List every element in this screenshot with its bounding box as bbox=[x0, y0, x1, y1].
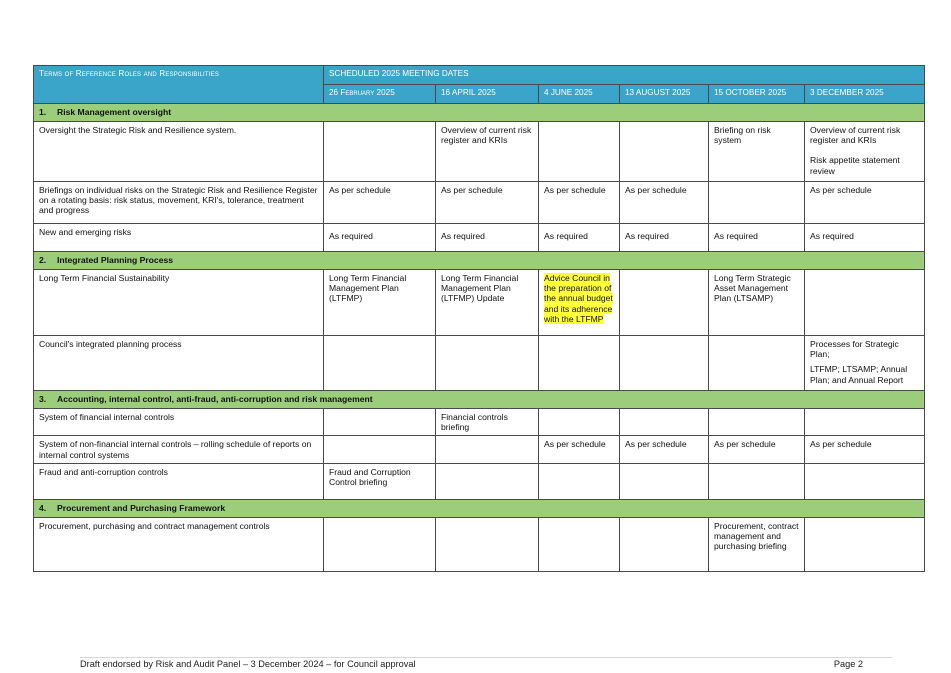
row-label: Fraud and anti-corruption controls bbox=[34, 463, 324, 499]
cell-text: Long Term Financial Management Plan (LTFMP) Update bbox=[441, 273, 519, 304]
schedule-cell bbox=[620, 409, 709, 436]
terms-of-reference-table bbox=[33, 65, 925, 572]
schedule-cell bbox=[620, 224, 709, 252]
schedule-cell bbox=[709, 409, 805, 436]
schedule-cell bbox=[805, 336, 925, 391]
schedule-cell bbox=[324, 517, 436, 571]
section-number: 1. bbox=[39, 107, 47, 117]
section-header-row bbox=[34, 252, 925, 270]
cell-text: As required bbox=[441, 231, 485, 241]
cell-text: As required bbox=[329, 231, 373, 241]
table-row bbox=[34, 224, 925, 252]
cell-text: As per schedule bbox=[544, 439, 606, 450]
schedule-cell bbox=[709, 517, 805, 571]
cell-text: As required bbox=[810, 231, 854, 241]
schedule-cell bbox=[709, 122, 805, 182]
section-header-row bbox=[34, 391, 925, 409]
schedule-cell bbox=[324, 436, 436, 463]
schedule-cell bbox=[436, 436, 539, 463]
schedule-cell bbox=[620, 517, 709, 571]
schedule-cell bbox=[436, 224, 539, 252]
row-label: Procurement, purchasing and contract management controls bbox=[34, 517, 324, 571]
cell-text: As per schedule bbox=[714, 439, 776, 450]
schedule-cell bbox=[324, 270, 436, 336]
cell-text: Briefing on risk system bbox=[714, 125, 771, 146]
section-number: 2. bbox=[39, 255, 47, 265]
date-header: 26 February 2025 bbox=[324, 85, 436, 104]
cell-text: As required bbox=[714, 231, 758, 241]
schedule-cell bbox=[436, 336, 539, 391]
schedule-cell bbox=[324, 224, 436, 252]
table-row bbox=[34, 517, 925, 571]
schedule-cell bbox=[620, 122, 709, 182]
schedule-cell bbox=[805, 122, 925, 182]
schedule-cell bbox=[539, 182, 620, 224]
cell-text: Fraud and Corruption Control briefing bbox=[329, 466, 411, 488]
table-row bbox=[34, 182, 925, 224]
table-row bbox=[34, 409, 925, 436]
cell-text: Long Term Financial Management Plan (LTFMP) bbox=[329, 273, 407, 304]
schedule-cell bbox=[805, 463, 925, 499]
row-label: New and emerging risks bbox=[34, 224, 324, 252]
schedule-cell bbox=[539, 463, 620, 499]
schedule-cell bbox=[539, 122, 620, 182]
section-number: 4. bbox=[39, 502, 47, 513]
cell-text: As per schedule bbox=[810, 185, 872, 195]
row-label: Long Term Financial Sustainability bbox=[34, 270, 324, 336]
cell-text: LTFMP; LTSAMP; Annual Plan; and Annual Report bbox=[810, 364, 908, 385]
schedule-cell bbox=[539, 270, 620, 336]
schedule-cell bbox=[436, 122, 539, 182]
section-title-cell bbox=[34, 252, 925, 270]
schedule-cell bbox=[324, 182, 436, 224]
table-row bbox=[34, 436, 925, 463]
cell-text: Risk appetite statement review bbox=[810, 155, 900, 176]
footer-divider bbox=[80, 657, 892, 658]
schedule-cell bbox=[539, 409, 620, 436]
scheduled-header: SCHEDULED 2025 MEETING DATES bbox=[324, 66, 925, 85]
table-row bbox=[34, 463, 925, 499]
cell-text: As per schedule bbox=[810, 439, 872, 450]
cell-text: Overview of current risk register and KRIs bbox=[810, 125, 901, 146]
row-label: Oversight the Strategic Risk and Resilience system. bbox=[34, 122, 324, 182]
schedule-cell bbox=[805, 409, 925, 436]
cell-text: Overview of current risk register and KRIs bbox=[441, 125, 532, 146]
terms-header: Terms of Reference Roles and Responsibilities bbox=[34, 66, 324, 104]
table-row bbox=[34, 122, 925, 182]
schedule-cell bbox=[805, 436, 925, 463]
schedule-cell bbox=[709, 224, 805, 252]
schedule-cell bbox=[620, 463, 709, 499]
date-header: 15 OCTOBER 2025 bbox=[709, 85, 805, 104]
schedule-cell bbox=[709, 182, 805, 224]
section-title: Risk Management oversight bbox=[57, 107, 172, 117]
schedule-cell bbox=[324, 409, 436, 436]
cell-text: As required bbox=[625, 231, 669, 241]
schedule-cell bbox=[709, 463, 805, 499]
schedule-cell bbox=[805, 270, 925, 336]
section-header-row bbox=[34, 499, 925, 517]
row-label: Council's integrated planning process bbox=[34, 336, 324, 391]
section-title: Procurement and Purchasing Framework bbox=[57, 502, 226, 513]
cell-text: Procurement, contract management and purchasing briefing bbox=[714, 520, 799, 552]
schedule-cell bbox=[709, 336, 805, 391]
schedule-cell bbox=[539, 436, 620, 463]
schedule-cell bbox=[436, 463, 539, 499]
cell-text: Processes for Strategic Plan; bbox=[810, 339, 899, 360]
table-row bbox=[34, 336, 925, 391]
schedule-cell bbox=[620, 336, 709, 391]
schedule-cell bbox=[324, 463, 436, 499]
section-title: Accounting, internal control, anti-fraud, anti-corruption and risk management bbox=[57, 394, 373, 404]
date-header: 3 DECEMBER 2025 bbox=[805, 85, 925, 104]
schedule-cell bbox=[805, 517, 925, 571]
highlighted-text: Advice Council in the preparation of the annual budget and its adherence with the LTFMP bbox=[544, 273, 613, 324]
schedule-cell bbox=[436, 409, 539, 436]
schedule-cell bbox=[539, 224, 620, 252]
schedule-cell bbox=[436, 270, 539, 336]
schedule-cell bbox=[324, 336, 436, 391]
schedule-cell bbox=[620, 270, 709, 336]
table-row bbox=[34, 270, 925, 336]
row-label: Briefings on individual risks on the Strategic Risk and Resilience Register on a rotating basis: risk status, movement, KRI's, tolerance, treatment and progress bbox=[34, 182, 324, 224]
cell-text: As per schedule bbox=[329, 185, 391, 195]
schedule-cell bbox=[805, 182, 925, 224]
section-title-cell bbox=[34, 104, 925, 122]
footer-text: Draft endorsed by Risk and Audit Panel – 3 December 2024 – for Council approval bbox=[80, 659, 416, 669]
schedule-cell bbox=[324, 122, 436, 182]
row-label: System of financial internal controls bbox=[34, 409, 324, 436]
schedule-cell bbox=[709, 436, 805, 463]
cell-text: As required bbox=[544, 231, 588, 241]
section-number: 3. bbox=[39, 394, 47, 404]
schedule-cell bbox=[539, 517, 620, 571]
cell-text: As per schedule bbox=[544, 185, 606, 195]
section-header-row bbox=[34, 104, 925, 122]
page-number: Page 2 bbox=[833, 659, 863, 669]
date-header: 13 AUGUST 2025 bbox=[620, 85, 709, 104]
date-header: 16 APRIL 2025 bbox=[436, 85, 539, 104]
schedule-cell bbox=[709, 270, 805, 336]
section-title: Integrated Planning Process bbox=[57, 255, 174, 265]
schedule-cell bbox=[539, 336, 620, 391]
schedule-cell bbox=[805, 224, 925, 252]
section-title-cell bbox=[34, 499, 925, 517]
row-label: System of non-financial internal controls – rolling schedule of reports on internal control systems bbox=[34, 436, 324, 463]
date-header: 4 JUNE 2025 bbox=[539, 85, 620, 104]
schedule-cell bbox=[620, 436, 709, 463]
cell-text: As per schedule bbox=[625, 185, 687, 195]
cell-text: Long Term Strategic Asset Management Plan (LTSAMP) bbox=[714, 273, 791, 304]
schedule-cell bbox=[436, 182, 539, 224]
cell-text: As per schedule bbox=[625, 439, 687, 450]
schedule-cell bbox=[436, 517, 539, 571]
schedule-cell bbox=[620, 182, 709, 224]
section-title-cell bbox=[34, 391, 925, 409]
cell-text: As per schedule bbox=[441, 185, 503, 195]
cell-text: Financial controls briefing bbox=[441, 412, 508, 433]
